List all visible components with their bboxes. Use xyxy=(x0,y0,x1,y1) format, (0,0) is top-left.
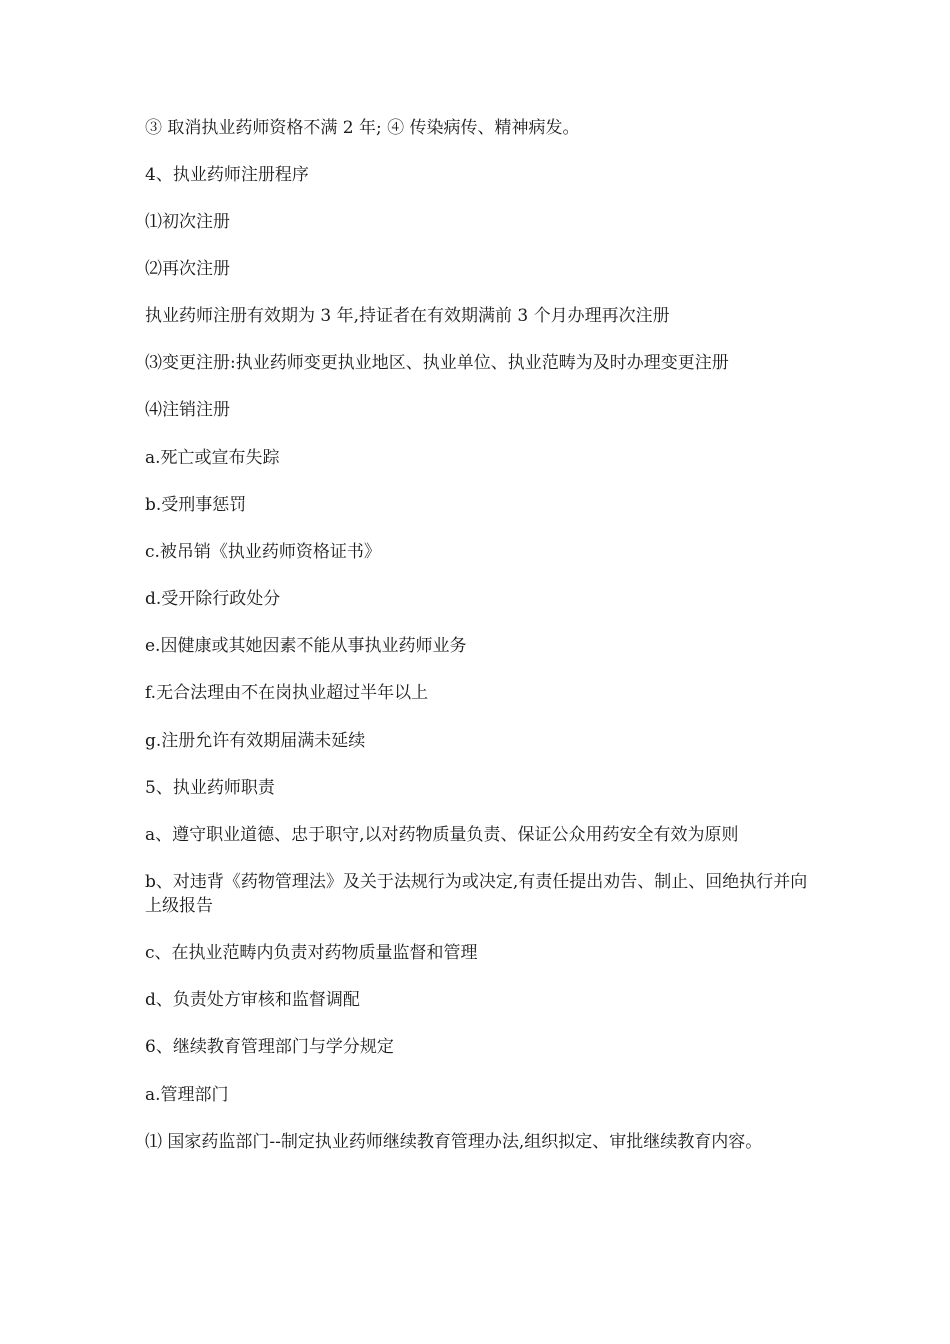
list-item-duty-b: b、对违背《药物管理法》及关于法规行为或决定,有责任提出劝告、制止、回绝执行并向上级报告 xyxy=(145,872,808,916)
text-line-national-dept: ⑴ 国家药监部门--制定执业药师继续教育管理办法,组织拟定、审批继续教育内容。 xyxy=(145,1132,763,1152)
text-line-validity-period: 执业药师注册有效期为 3 年,持证者在有效期满前 3 个月办理再次注册 xyxy=(145,306,670,326)
text-line-initial-registration: ⑴初次注册 xyxy=(145,212,230,232)
heading-registration-procedure: 4、执业药师注册程序 xyxy=(145,165,309,185)
text-line-re-registration: ⑵再次注册 xyxy=(145,259,230,279)
list-item-g-expired: g.注册允许有效期届满未延续 xyxy=(145,731,366,751)
text-line-cancel-qualification: ③ 取消执业药师资格不满 2 年; ④ 传染病传、精神病发。 xyxy=(145,118,580,138)
list-item-d-dismissal: d.受开除行政处分 xyxy=(145,589,281,609)
list-item-duty-d: d、负责处方审核和监督调配 xyxy=(145,990,360,1010)
list-item-duty-a: a、遵守职业道德、忠于职守,以对药物质量负责、保证公众用药安全有效为原则 xyxy=(145,825,739,845)
heading-continuing-education: 6、继续教育管理部门与学分规定 xyxy=(145,1037,394,1057)
list-item-a-death: a.死亡或宣布失踪 xyxy=(145,448,280,468)
list-item-f-absence: f.无合法理由不在岗执业超过半年以上 xyxy=(145,683,429,703)
text-line-cancel-registration: ⑷注销注册 xyxy=(145,400,230,420)
list-item-c-revoked: c.被吊销《执业药师资格证书》 xyxy=(145,542,381,562)
list-item-duty-c: c、在执业范畴内负责对药物质量监督和管理 xyxy=(145,943,478,963)
text-line-management-dept: a.管理部门 xyxy=(145,1085,229,1105)
list-item-e-health: e.因健康或其她因素不能从事执业药师业务 xyxy=(145,636,467,656)
text-line-change-registration: ⑶变更注册:执业药师变更执业地区、执业单位、执业范畴为及时办理变更注册 xyxy=(145,353,729,373)
heading-pharmacist-duties: 5、执业药师职责 xyxy=(145,778,275,798)
list-item-b-criminal: b.受刑事惩罚 xyxy=(145,495,247,515)
